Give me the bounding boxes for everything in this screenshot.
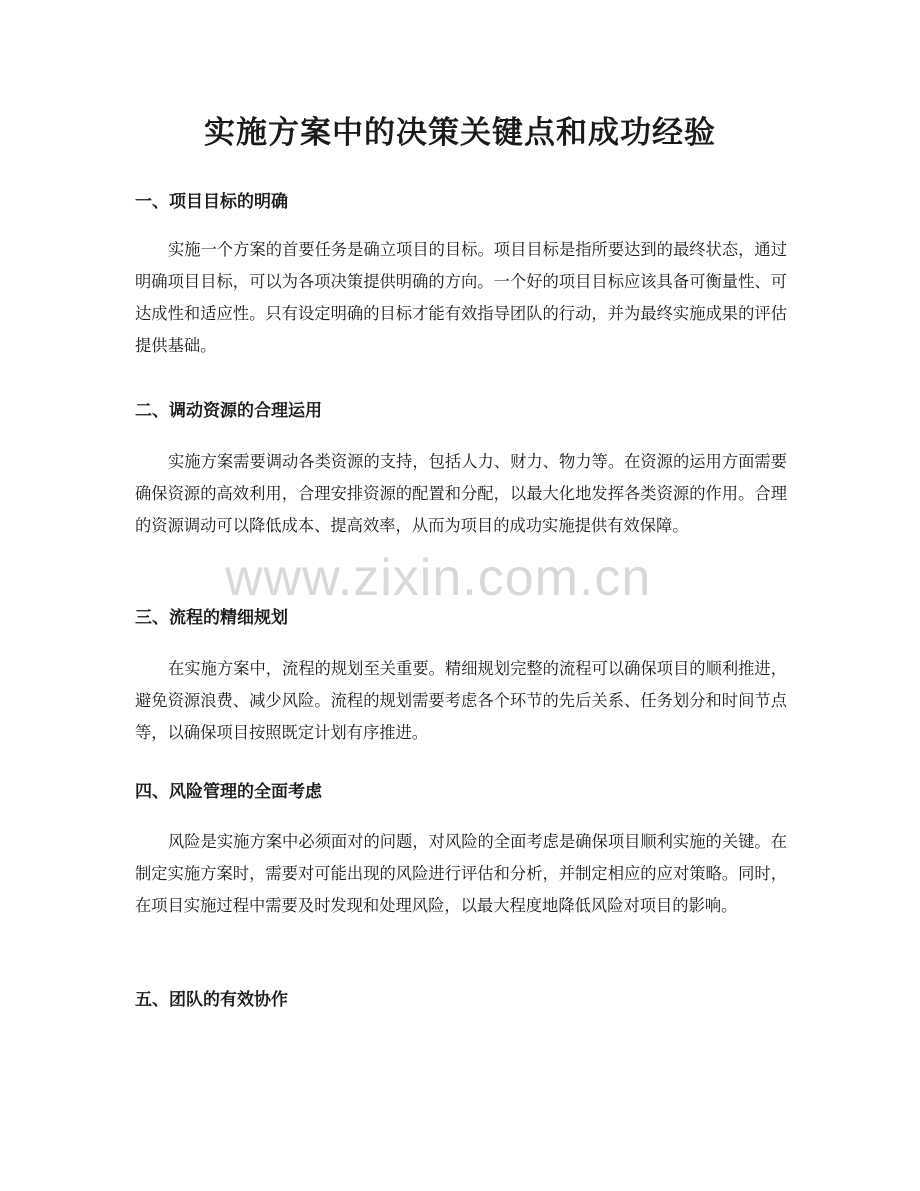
section-body-1: 实施一个方案的首要任务是确立项目的目标。项目目标是指所要达到的最终状态，通过明确项目目标，可以为各项决策提供明确的方向。一个好的项目目标应该具备可衡量性、可达成性和适应性。只有设定明确的目标才能有效指导团队的行动，并为最终实施成果的评估提供基础。	[135, 240, 787, 355]
section-heading-1: 一、项目目标的明确	[135, 192, 288, 212]
section-body-2: 实施方案需要调动各类资源的支持，包括人力、财力、物力等。在资源的运用方面需要确保资源的高效利用，合理安排资源的配置和分配，以最大化地发挥各类资源的作用。合理的资源调动可以降低成本、提高效率，从而为项目的成功实施提供有效保障。	[135, 452, 787, 535]
watermark: www.zixin.com.cn	[225, 549, 652, 607]
section-heading-3: 三、流程的精细规划	[135, 608, 288, 628]
section-body-4: 风险是实施方案中必须面对的问题，对风险的全面考虑是确保项目顺利实施的关键。在制定实施方案时，需要对可能出现的风险进行评估和分析，并制定相应的应对策略。同时，在项目实施过程中需要及时发现和处理风险，以最大程度地降低风险对项目的影响。	[135, 832, 787, 915]
document-title: 实施方案中的决策关键点和成功经验	[204, 115, 716, 151]
section-heading-5: 五、团队的有效协作	[135, 990, 288, 1010]
section-heading-4: 四、风险管理的全面考虑	[135, 782, 322, 802]
section-heading-2: 二、调动资源的合理运用	[135, 401, 322, 421]
section-body-3: 在实施方案中，流程的规划至关重要。精细规划完整的流程可以确保项目的顺利推进，避免资源浪费、减少风险。流程的规划需要考虑各个环节的先后关系、任务划分和时间节点等，以确保项目按照既定计划有序推进。	[135, 659, 787, 742]
